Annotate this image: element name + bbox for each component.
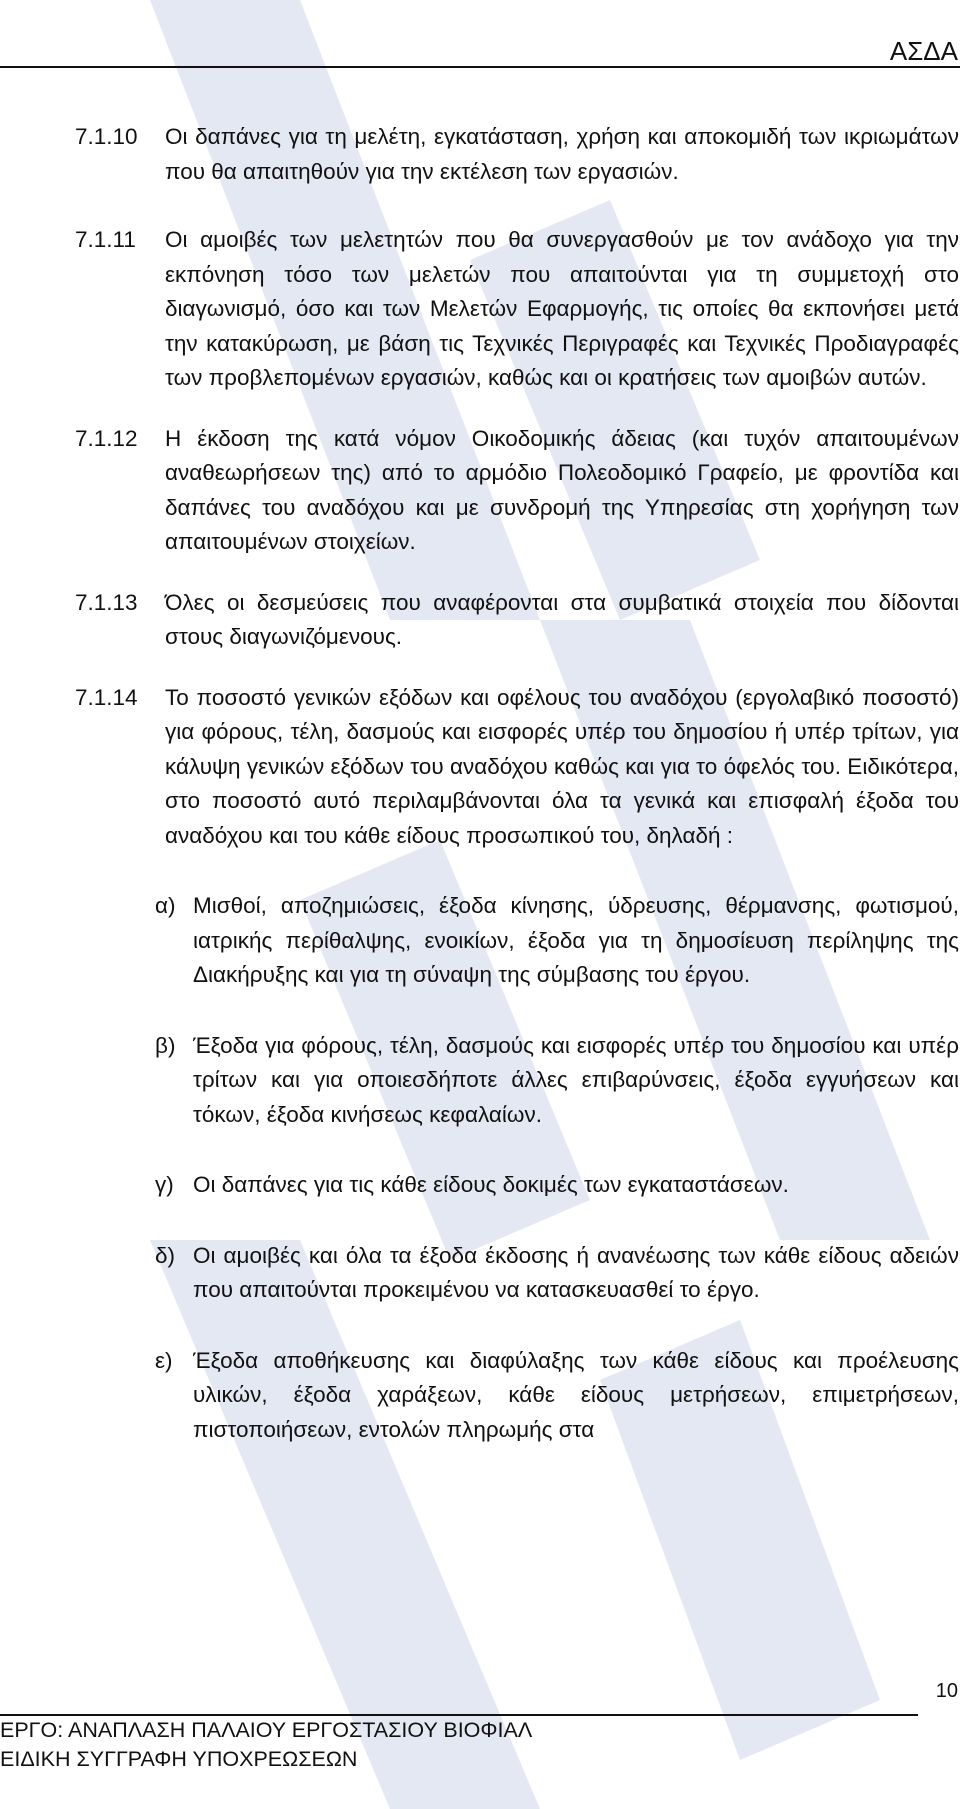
subitem-text: Οι δαπάνες για τις κάθε είδους δοκιμές των εγκαταστάσεων. [193,1172,789,1197]
clause-7-1-10 [75,120,959,189]
clause-text: Οι αμοιβές των μελετητών που θα συνεργασθούν με τον ανάδοχο για την εκπόνηση τόσο των μελετών που απαιτούνται για τη συμμετοχή στο διαγωνισμό, όσο και των Μελετών Εφαρμογής, τις οποίες θα εκπονήσει μετά την κατακύρωση, με βάση τις Τεχνικές Περιγραφές και Τεχνικές Προδιαγραφές των προβλεπομένων εργασιών, καθώς και οι κρατήσεις των αμοιβών αυτών. [165,227,959,390]
header-divider [0,66,960,68]
subitem-letter: δ) [155,1242,176,1268]
footer-document-title: ΕΙΔΙΚΗ ΣΥΓΓΡΑΦΗ ΥΠΟΧΡΕΩΣΕΩΝ [0,1747,358,1771]
subitem-alpha [75,889,959,993]
clause-text: Η έκδοση της κατά νόμον Οικοδομικής άδειας (και τυχόν απαιτουμένων αναθεωρήσεων της) από το αρμόδιο Πολεοδομικό Γραφείο, με φροντίδα και δαπάνες του αναδόχου και με συνδρομή της Υπηρεσίας στη χορήγηση των απαιτουμένων στοιχείων. [165,425,959,554]
clause-number: 7.1.12 [75,425,138,451]
subitem-epsilon [75,1344,959,1448]
subitem-text: Μισθοί, αποζημιώσεις, έξοδα κίνησης, ύδρευσης, θέρμανσης, φωτισμού, ιατρικής περίθαλψης, ενοικίων, έξοδα για τη δημοσίευση περίληψης της Διακήρυξης και για τη σύναψη της σύμβασης του έργου. [193,893,959,987]
clause-number: 7.1.10 [75,124,138,149]
clause-number: 7.1.11 [75,227,136,252]
subitem-letter: β) [155,1032,176,1058]
clause-7-1-13 [75,586,959,655]
subitem-letter: ε) [155,1347,173,1373]
subitem-gamma [75,1168,959,1203]
page-number: 10 [935,1680,958,1702]
subitem-letter: γ) [155,1172,174,1197]
clause-text: Οι δαπάνες για τη μελέτη, εγκατάσταση, χρήση και αποκομιδή των ικριωμάτων που θα απαιτηθούν για την εκτέλεση των εργασιών. [165,124,959,184]
document-code: ΑΣΔΑ [889,36,958,66]
clause-7-1-14 [75,681,959,854]
clause-7-1-11 [75,223,959,396]
document-body [75,120,959,1447]
clause-number: 7.1.14 [75,684,138,710]
subitem-text: Οι αμοιβές και όλα τα έξοδα έκδοσης ή ανανέωσης των κάθε είδους αδειών που απαιτούνται προκειμένου να κατασκευασθεί το έργο. [193,1242,959,1302]
footer-project-title: ΕΡΓΟ: ΑΝΑΠΛΑΣΗ ΠΑΛΑΙΟΥ ΕΡΓΟΣΤΑΣΙΟΥ ΒΙΟΦΙΑΛ [0,1718,533,1742]
subitem-letter: α) [155,893,176,918]
clause-text: Το ποσοστό γενικών εξόδων και οφέλους του αναδόχου (εργολαβικό ποσοστό) για φόρους, τέλη, δασμούς και εισφορές υπέρ του δημοσίου ή υπέρ τρίτων, για κάλυψη γενικών εξόδων του αναδόχου καθώς και για το όφελός του. Ειδικότερα, στο ποσοστό αυτό περιλαμβάνονται όλα τα γενικά και επισφαλή έξοδα του αναδόχου και του κάθε είδους προσωπικού του, δηλαδή : [165,684,959,848]
subitem-text: Έξοδα για φόρους, τέλη, δασμούς και εισφορές υπέρ του δημοσίου και υπέρ τρίτων και για οποιεσδήποτε άλλες επιβαρύνσεις, έξοδα εγγυήσεων και τόκων, έξοδα κινήσεως κεφαλαίων. [193,1032,959,1127]
subitem-beta [75,1029,959,1133]
clause-7-1-12 [75,422,959,560]
footer [0,1716,532,1774]
clause-number: 7.1.13 [75,589,138,615]
subitem-delta [75,1239,959,1308]
subitem-text: Έξοδα αποθήκευσης και διαφύλαξης των κάθε είδους και προέλευσης υλικών, έξοδα χαράξεων, κάθε είδους μετρήσεων, επιμετρήσεων, πιστοποιήσεων, εντολών πληρωμής στα [193,1347,959,1442]
clause-text: Όλες οι δεσμεύσεις που αναφέρονται στα συμβατικά στοιχεία που δίδονται στους διαγωνιζόμενους. [165,589,959,649]
